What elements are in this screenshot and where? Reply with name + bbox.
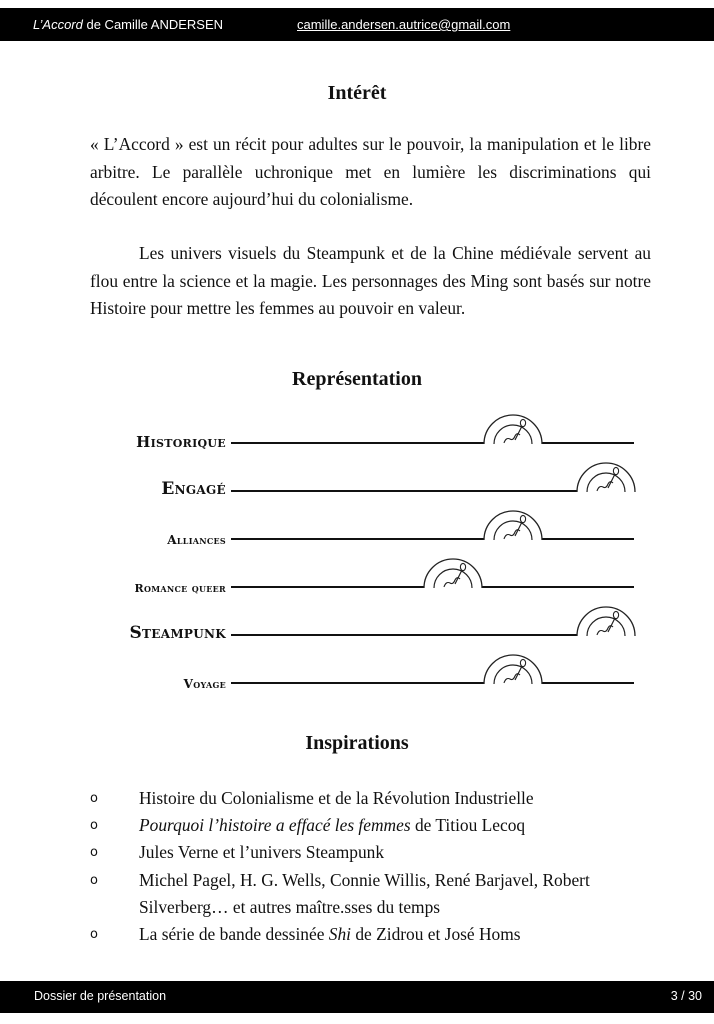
scale-label: Steampunk: [129, 623, 226, 643]
scale-row: [90, 396, 650, 451]
inspiration-authors: de Zidrou et José Homs: [351, 924, 521, 945]
representation-scales: [90, 412, 650, 702]
author-email-link[interactable]: camille.andersen.autrice@gmail.com: [297, 17, 511, 32]
inspiration-item: [90, 839, 660, 866]
paragraph-intro: « L’Accord » est un récit pour adultes sur le pouvoir, la manipulation et le libre arbitre. Le parallèle uchronique met en lumière les discriminations qui découlent encore aujourd’hui du colonialisme.: [90, 134, 651, 209]
book-title: L’Accord: [33, 17, 83, 32]
gauge-dial-icon: [575, 602, 637, 636]
gauge-dial-icon: [482, 410, 544, 444]
hollow-circle-bullet-icon: o: [90, 872, 98, 888]
gauge-dial-icon: [575, 458, 637, 492]
scale-label: Engagé: [161, 479, 226, 499]
scale-row: [90, 636, 650, 691]
scale-label: Historique: [136, 433, 226, 451]
hollow-circle-bullet-icon: o: [90, 845, 98, 861]
scale-label: Romance queer: [134, 582, 226, 595]
document-title: [33, 17, 223, 32]
paragraph-univers: Les univers visuels du Steampunk et de la Chine médiévale servent au flou entre la science et la magie. Les personnages des Ming sont basés sur notre Histoire pour mettre les femmes au pouvoir en valeur.: [90, 243, 651, 318]
section-title-inspirations: Inspirations: [305, 732, 409, 754]
hollow-circle-bullet-icon: o: [90, 791, 98, 806]
inspiration-item: [90, 921, 660, 948]
scale-row: [90, 444, 650, 499]
inspiration-item: [90, 785, 660, 812]
footer-label: Dossier de présentation: [34, 989, 167, 1003]
scale-row: [90, 588, 650, 643]
scale-line: [231, 682, 634, 684]
scale-label: Voyage: [183, 677, 226, 691]
gauge-dial-icon: [422, 554, 484, 588]
author-name: de Camille ANDERSEN: [82, 17, 224, 32]
hollow-circle-bullet-icon: o: [90, 818, 98, 834]
book-title-italic: Pourquoi l’histoire a effacé les femmes: [139, 815, 411, 836]
page-number: 3 / 30: [670, 989, 702, 1003]
header-bar: [0, 8, 714, 41]
inspiration-text: Jules Verne et l’univers Steampunk: [139, 842, 385, 863]
inspiration-item: [90, 867, 660, 921]
section-title-representation: Représentation: [292, 368, 422, 390]
footer-bar: [0, 981, 714, 1013]
scale-row: [90, 492, 650, 547]
hollow-circle-bullet-icon: o: [90, 927, 98, 943]
inspiration-text: La série de bande dessinée: [139, 924, 329, 945]
inspiration-item: [90, 812, 660, 839]
scale-label: Alliances: [167, 533, 226, 547]
inspirations-list: [90, 785, 660, 948]
inspiration-text: Michel Pagel, H. G. Wells, Connie Willis, René Barjavel, Robert Silverberg… et autres maître.sses du temps: [139, 869, 590, 917]
gauge-dial-icon: [482, 650, 544, 684]
inspiration-text: de Titiou Lecoq: [410, 815, 526, 836]
inspiration-text: Histoire du Colonialisme et de la Révolution Industrielle: [139, 788, 534, 808]
scale-row: [90, 540, 650, 595]
section-title-interet: Intérêt: [327, 82, 387, 104]
comic-title-italic: Shi: [328, 924, 351, 945]
gauge-dial-icon: [482, 506, 544, 540]
